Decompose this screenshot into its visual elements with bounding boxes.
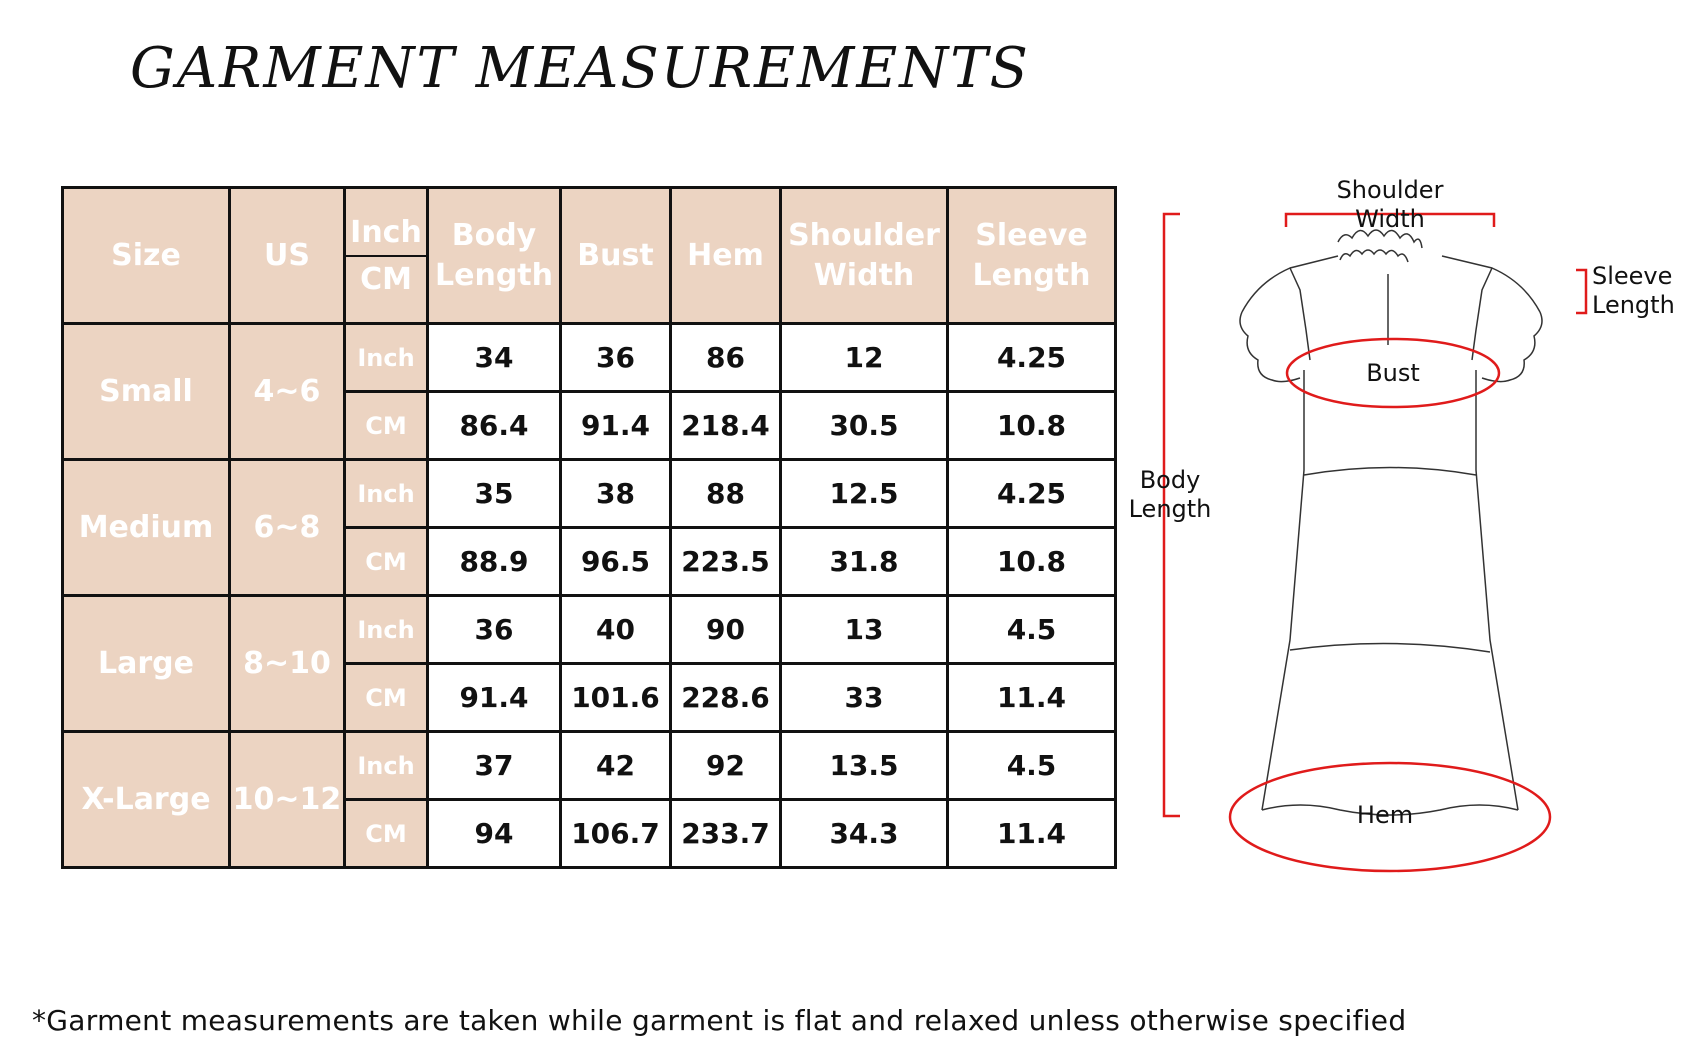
header-hem: Hem [671, 188, 781, 324]
body-length-label [1110, 466, 1230, 524]
body-length-value: 94 [428, 800, 561, 868]
size-chart-table [61, 186, 1117, 869]
sleeve-length-bracket [1576, 270, 1586, 313]
body-length-value: 86.4 [428, 392, 561, 460]
shoulder-width-value: 31.8 [781, 528, 948, 596]
shoulder-width-label-l1: Shoulder [1336, 176, 1444, 204]
bust-value: 101.6 [561, 664, 671, 732]
bust-value: 91.4 [561, 392, 671, 460]
bust-value: 38 [561, 460, 671, 528]
header-shoulder-width-l1: Shoulder [788, 217, 940, 253]
body-length-value: 36 [428, 596, 561, 664]
sleeve-length-value: 10.8 [948, 528, 1116, 596]
sleeve-length-value: 11.4 [948, 664, 1116, 732]
page-title: GARMENT MEASUREMENTS [130, 36, 1030, 101]
header-size: Size [63, 188, 230, 324]
table-row [63, 732, 1116, 800]
bust-value: 42 [561, 732, 671, 800]
header-sleeve-length [948, 188, 1116, 324]
unit-label: CM [345, 800, 428, 868]
body-length-value: 88.9 [428, 528, 561, 596]
sleeve-length-value: 4.5 [948, 732, 1116, 800]
sleeve-length-value: 4.5 [948, 596, 1116, 664]
shoulder-width-label [1310, 176, 1470, 234]
sleeve-length-label-l2: Length [1592, 291, 1675, 319]
header-body-length-l1: Body [451, 217, 537, 253]
shoulder-width-label-l2: Width [1355, 205, 1425, 233]
unit-label: CM [345, 664, 428, 732]
shoulder-width-value: 13.5 [781, 732, 948, 800]
sleeve-length-value: 4.25 [948, 324, 1116, 392]
header-unit-cm: CM [360, 261, 412, 297]
size-name: X-Large [63, 732, 230, 868]
bust-value: 106.7 [561, 800, 671, 868]
unit-label: Inch [345, 596, 428, 664]
header-body-length-l2: Length [435, 257, 553, 293]
hem-value: 218.4 [671, 392, 781, 460]
sleeve-length-value: 10.8 [948, 392, 1116, 460]
shoulder-width-value: 13 [781, 596, 948, 664]
hem-value: 233.7 [671, 800, 781, 868]
table-header-row [63, 188, 1116, 324]
header-bust: Bust [561, 188, 671, 324]
size-name: Small [63, 324, 230, 460]
hem-value: 228.6 [671, 664, 781, 732]
us-size: 6~8 [230, 460, 345, 596]
header-sleeve-length-l2: Length [972, 257, 1091, 293]
measurement-markers [1164, 214, 1586, 871]
body-length-label-l2: Length [1128, 495, 1212, 523]
bust-value: 40 [561, 596, 671, 664]
hem-value: 86 [671, 324, 781, 392]
shoulder-width-value: 34.3 [781, 800, 948, 868]
header-us: US [230, 188, 345, 324]
unit-label: Inch [345, 732, 428, 800]
size-name: Medium [63, 460, 230, 596]
sleeve-length-label-l1: Sleeve [1592, 262, 1673, 290]
hem-value: 92 [671, 732, 781, 800]
us-size: 8~10 [230, 596, 345, 732]
header-unit [345, 188, 428, 324]
shoulder-width-value: 12.5 [781, 460, 948, 528]
table-row [63, 460, 1116, 528]
shoulder-width-value: 33 [781, 664, 948, 732]
header-sleeve-length-l1: Sleeve [975, 217, 1088, 253]
sleeve-length-label [1592, 262, 1675, 320]
unit-label: Inch [345, 324, 428, 392]
shoulder-width-value: 12 [781, 324, 948, 392]
us-size: 10~12 [230, 732, 345, 868]
hem-label: Hem [1356, 801, 1414, 829]
header-body-length [428, 188, 561, 324]
us-size: 4~6 [230, 324, 345, 460]
dress-diagram [1128, 170, 1680, 890]
body-length-value: 35 [428, 460, 561, 528]
sleeve-length-value: 11.4 [948, 800, 1116, 868]
unit-label: CM [345, 528, 428, 596]
body-length-label-l1: Body [1139, 466, 1201, 494]
bust-value: 36 [561, 324, 671, 392]
size-name: Large [63, 596, 230, 732]
table-row [63, 596, 1116, 664]
unit-label: CM [345, 392, 428, 460]
body-length-value: 37 [428, 732, 561, 800]
bust-value: 96.5 [561, 528, 671, 596]
unit-label: Inch [345, 460, 428, 528]
hem-value: 90 [671, 596, 781, 664]
shoulder-width-value: 30.5 [781, 392, 948, 460]
header-shoulder-width-l2: Width [813, 257, 915, 293]
table-row [63, 324, 1116, 392]
body-length-value: 91.4 [428, 664, 561, 732]
body-length-value: 34 [428, 324, 561, 392]
bust-label: Bust [1366, 359, 1420, 387]
footnote: *Garment measurements are taken while garment is flat and relaxed unless otherwise specified [32, 1004, 1407, 1037]
header-shoulder-width [781, 188, 948, 324]
dress-outline [1240, 230, 1542, 815]
sleeve-length-value: 4.25 [948, 460, 1116, 528]
header-unit-inch: Inch [346, 203, 426, 257]
hem-value: 88 [671, 460, 781, 528]
hem-value: 223.5 [671, 528, 781, 596]
